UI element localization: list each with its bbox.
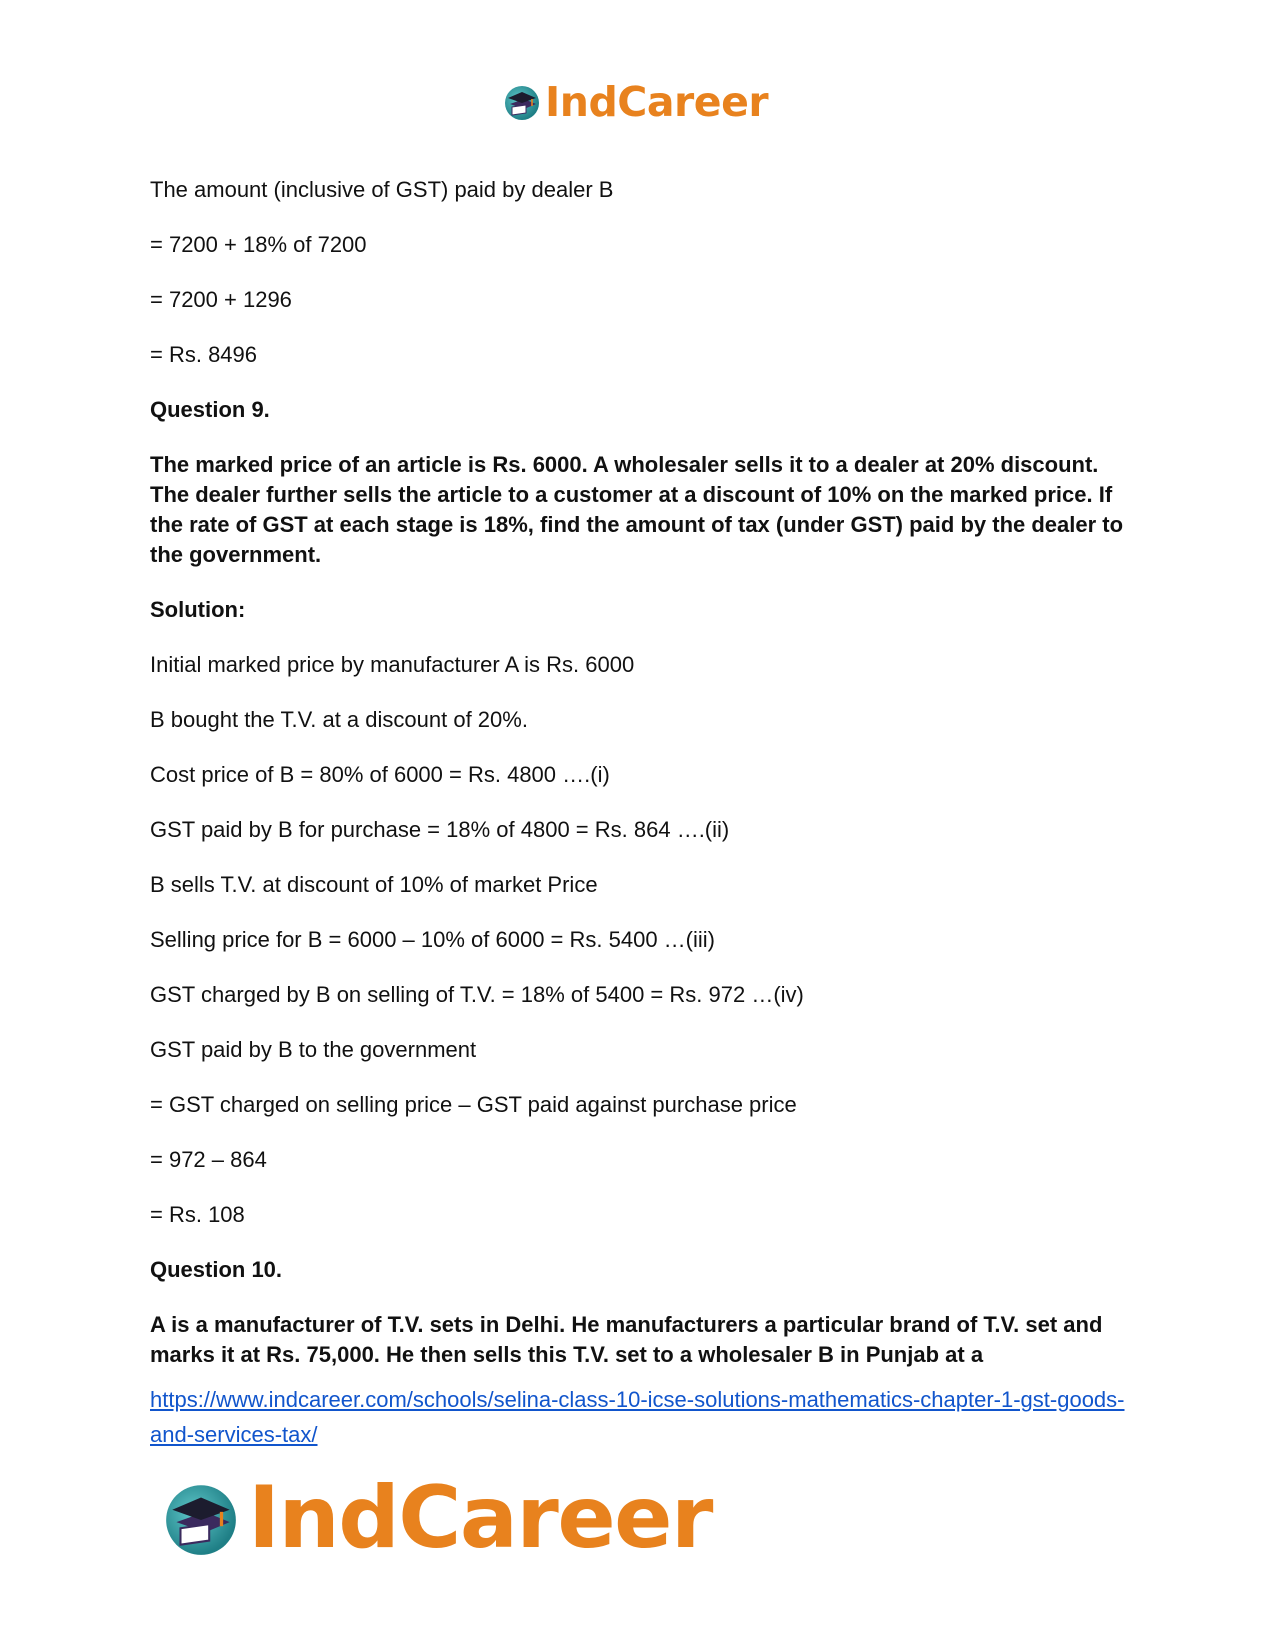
solution-line-8: GST paid by B to the government	[150, 1037, 477, 1062]
solution-line-1: Initial marked price by manufacturer A is Rs. 6000	[150, 652, 635, 677]
solution-answer: = Rs. 108	[150, 1202, 245, 1227]
calc-line-2: = 7200 + 1296	[150, 287, 292, 312]
solution-line-9: = GST charged on selling price – GST paid against purchase price	[150, 1092, 797, 1117]
question-9-heading: Question 9.	[150, 397, 270, 422]
footer-logo	[160, 1468, 712, 1568]
graduation-globe-icon	[160, 1477, 242, 1559]
document-body	[150, 175, 1130, 1395]
source-link[interactable]: https://www.indcareer.com/schools/selina-class-10-icse-solutions-mathematics-chapter-1-gst-goods-and-services-tax/	[150, 1387, 1125, 1447]
solution-line-4: GST paid by B for purchase = 18% of 4800 = Rs. 864 ….(ii)	[150, 817, 730, 842]
header-logo	[502, 78, 768, 126]
calc-line-1: = 7200 + 18% of 7200	[150, 232, 367, 257]
question-9-text: The marked price of an article is Rs. 6000. A wholesaler sells it to a dealer at 20% discount. The dealer further sells the article to a customer at a discount of 10% on the marked price. If the rate of GST at each stage is 18%, find the amount of tax (under GST) paid by the dealer to the government.	[150, 452, 1124, 567]
calc-result: = Rs. 8496	[150, 342, 258, 367]
logo-wordmark: IndCareer	[248, 1468, 712, 1568]
solution-line-3: Cost price of B = 80% of 6000 = Rs. 4800 ….(i)	[150, 762, 610, 787]
question-10-text: A is a manufacturer of T.V. sets in Delhi. He manufacturers a particular brand of T.V. set and marks it at Rs. 75,000. He then sells this T.V. set to a wholesaler B in Punjab at a	[150, 1312, 1103, 1367]
logo-wordmark: IndCareer	[545, 78, 769, 126]
question-10-heading: Question 10.	[150, 1257, 283, 1282]
solution-line-6: Selling price for B = 6000 – 10% of 6000 = Rs. 5400 …(iii)	[150, 927, 715, 952]
graduation-globe-icon	[502, 82, 542, 122]
solution-line-5: B sells T.V. at discount of 10% of market Price	[150, 872, 598, 897]
solution-line-10: = 972 – 864	[150, 1147, 267, 1172]
solution-heading: Solution:	[150, 597, 246, 622]
solution-line-7: GST charged by B on selling of T.V. = 18% of 5400 = Rs. 972 …(iv)	[150, 982, 804, 1007]
solution-line-2: B bought the T.V. at a discount of 20%.	[150, 707, 528, 732]
intro-line: The amount (inclusive of GST) paid by dealer B	[150, 177, 614, 202]
